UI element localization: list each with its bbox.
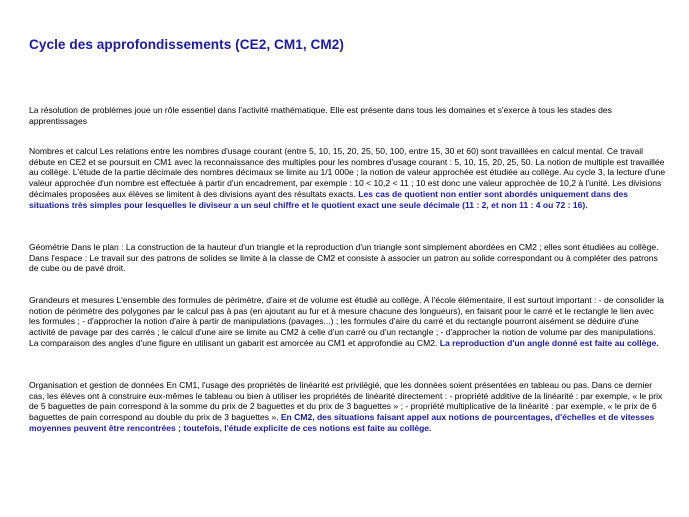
- paragraph-text: Nombres et calcul Les relations entre les nombres d'usage courant (entre 5, 10, 15, 20, 25, 50, 100, entre 15, 30 et 60) sont travaillées en calcul mental. Ce travail débute en CE2 et se poursuit en CM1 avec la reconnaissance des multiples pour les nombres d'usage courant : 5, 10, 15, 20, 25, 50. La notion de multiple est travaillée au collège. L'étude de la partie décimale des nombres décimaux se limite au 1/1 000e ; la notion de valeur approchée est étudiée au collège. Au cycle 3, la lecture d'une valeur approchée d'un nombre est effectuée à partir d'un encadrement, par exemple : 10 < 10,2 < 11 ; 10 est donc une valeur approchée de 10,2 à l'unité. Les divisions décimales proposées aux élèves se limitent à des divisions ayant des résultats exacts.: [29, 146, 666, 199]
- paragraph-geometrie: [29, 242, 666, 274]
- highlighted-note: En CM2, des situations faisant appel aux notions de pourcentages, d'échelles et de vitesses moyennes peuvent être rencontrées ; toutefois, l'étude explicite de ces notions est faite au collège.: [29, 412, 655, 433]
- paragraph-organisation-donnees: [29, 380, 666, 434]
- highlighted-note: La reproduction d'un angle donné est faite au collège.: [439, 337, 659, 348]
- page-title: Cycle des approfondissements (CE2, CM1, CM2): [29, 37, 344, 52]
- highlighted-note: Les cas de quotient non entier sont abordés uniquement dans des situations très simples pour lesquelles le diviseur a un seul chiffre et le quotient exact une seule décimale (11 : 2, et non 11 : 4 ou 72 : 16).: [29, 188, 628, 210]
- paragraph-text: La résolution de problèmes joue un rôle essentiel dans l'activité mathématique. Elle est présente dans tous les domaines et s'exerce à tous les stades des apprentissages: [29, 105, 612, 126]
- paragraph-text: Grandeurs et mesures L'ensemble des formules de périmètre, d'aire et de volume est étudié au collège. À l'école élémentaire, il est surtout important : - de consolider la notion de périmètre des polygones par le calcul pas à pas (en ajoutant au fur et à mesure chacune des longueurs), en faisant pour le carré et le rectangle le lien avec les formules ; - d'approcher la notion d'aire à partir de manipulations (pavages...) ; les formules d'aire du carré et du rectangle pourront aisément se déduire d'une activité de pavage par des carrés ; le calcul d'une aire se limite au CM2 à celle d'un carré ou d'un rectangle ; - d'approcher la notion de volume par des manipulations. La comparaison des angles d'une figure en utilisant un gabarit est amorcée au CM1 et approfondie au CM2.: [29, 295, 664, 348]
- paragraph-text: Géométrie Dans le plan : La construction de la hauteur d'un triangle et la reproduction d'un triangle sont simplement abordées en CM2 ; elles sont étudiées au collège. Dans l'espace : Le travail sur des patrons de solides se limite à la classe de CM2 et consiste à associer un patron au solide correspondant ou à compléter des patrons de cube ou de pavé droit.: [29, 242, 659, 274]
- paragraph-text: Organisation et gestion de données En CM1, l'usage des propriétés de linéarité est privilégié, que les données soient présentées en tableau ou pas. Dans ce dernier cas, les élèves ont à construire eux-mêmes le tableau ou bien à utiliser les propriétés de linéarité directement : - propriété additive de la linéarité : par exemple, « le prix de 5 baguettes de pain correspond à la somme du prix de 2 baguettes et du prix de 3 baguettes » ; - propriété multiplicative de la linéarité : par exemple, « le prix de 6 baguettes de pain correspond au double du prix de 3 baguettes ».: [29, 380, 663, 423]
- paragraph-nombres-et-calcul: [29, 146, 666, 210]
- paragraph-grandeurs-et-mesures: [29, 295, 666, 349]
- paragraph-intro: [29, 105, 666, 126]
